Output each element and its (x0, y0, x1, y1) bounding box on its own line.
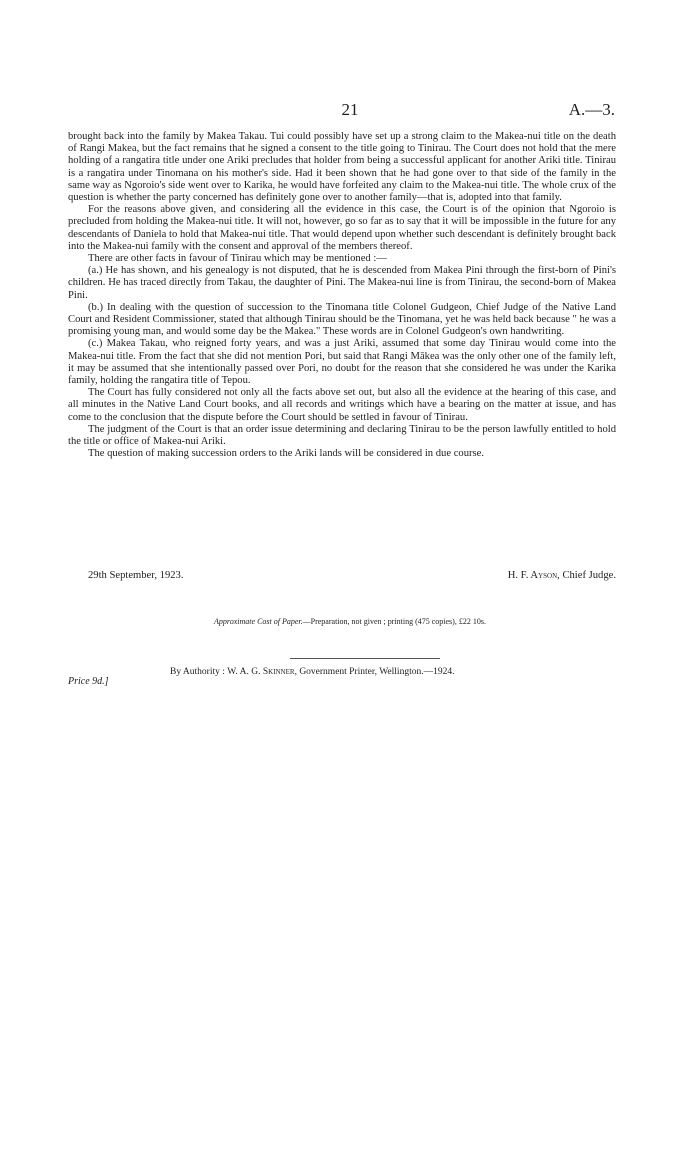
printer-name: W. A. G. Skinner (227, 667, 295, 677)
judgment-date: 29th September, 1923. (88, 570, 184, 581)
signature-name: H. F. Ayson (507, 570, 558, 581)
cost-note (0, 617, 700, 626)
cost-note-text: —Preparation, not given ; printing (475 copies), £22 10s. (302, 617, 486, 626)
divider (290, 658, 440, 659)
page-number: 21 (341, 100, 359, 119)
paragraph-crux: brought back into the family by Makea Takau. Tui could possibly have set up a strong claim to the Makea-nui title on the death of Rangi Makea, but the fact remains that he signed a consent to the title going to Tinirau. The Court does not hold that the mere holding of a rangatira title under one Ariki precludes that holder from being a successful applicant for another Ariki title. Tinirau is a rangatira under Tinomana on his mother's side. Had it been shown that he had gone over to that side of the family in the same way as Ngoroio's side went over to Karika, he would have forfeited any claim to the Makea-nui title. The whole crux of the question is whether the party concerned has definitely gone over to another family—that is, adopted into that family. (68, 131, 616, 204)
paragraph-fact-c: (c.) Makea Takau, who reigned forty years, and was a just Ariki, assumed that some day Tinirau would come into the Makea-nui title. From the fact that she did not mention Pori, but said that Rangi Mākea was the only other one of the family left, it may be assumed that she intentionally passed over Pori, no doubt for the reason that she considered he was under the Karika family, holding the rangatira title of Tepou. (68, 338, 616, 387)
printer-authority (170, 667, 454, 677)
price: Price 9d.] (68, 676, 109, 687)
paragraph-conclusion: The Court has fully considered not only all the facts above set out, but also all the evidence at the hearing of this case, and all minutes in the Native Land Court books, and all records and writings which have a bearing on the matter at issue, and has come to the conclusion that the dispute before the Court should be settled in favour of Tinirau. (68, 387, 616, 423)
authority-suffix: , Government Printer, Wellington.—1924. (294, 667, 455, 677)
paragraph-judgment: The judgment of the Court is that an order issue determining and declaring Tinirau to be the person lawfully entitled to hold the title or office of Makea-nui Ariki. (68, 423, 616, 448)
paragraph-succession: The question of making succession orders to the Ariki lands will be considered in due course. (88, 448, 484, 460)
paragraph-fact-a: (a.) He has shown, and his genealogy is not disputed, that he is descended from Makea Pini through the first-born of Pini's children. He has traced directly from Takau, the daughter of Pini. The Makea-nui line is from Tinirau, the second-born of Makea Pini. (68, 265, 616, 301)
judgment-body (68, 131, 616, 460)
document-reference: A.—3. (568, 100, 615, 119)
authority-prefix: By Authority : (170, 667, 228, 677)
paragraph-other-facts: There are other facts in favour of Tinirau which may be mentioned :— (88, 253, 387, 265)
signature (508, 570, 616, 582)
paragraph-reasons: For the reasons above given, and considering all the evidence in this case, the Court is of the opinion that Ngoroio is precluded from holding the Makea-nui title. It will not, however, go so far as to say that it will be impossible in the future for any descendants of Daniela to hold that Makea-nui title. That would depend upon whether such descendant is definitely brought back into the Makea-nui family with the consent and approval of the members thereof. (68, 204, 616, 252)
cost-note-label: Approximate Cost of Paper. (214, 617, 303, 626)
signature-title: , Chief Judge. (557, 570, 616, 581)
paragraph-fact-b: (b.) In dealing with the question of succession to the Tinomana title Colonel Gudgeon, Chief Judge of the Native Land Court and Resident Commissioner, stated that although Tinirau should be the Tinomana, yet he was held back because " he was a promising young man, and would some day be the Makea." These words are in Colonel Gudgeon's own handwriting. (68, 301, 616, 338)
